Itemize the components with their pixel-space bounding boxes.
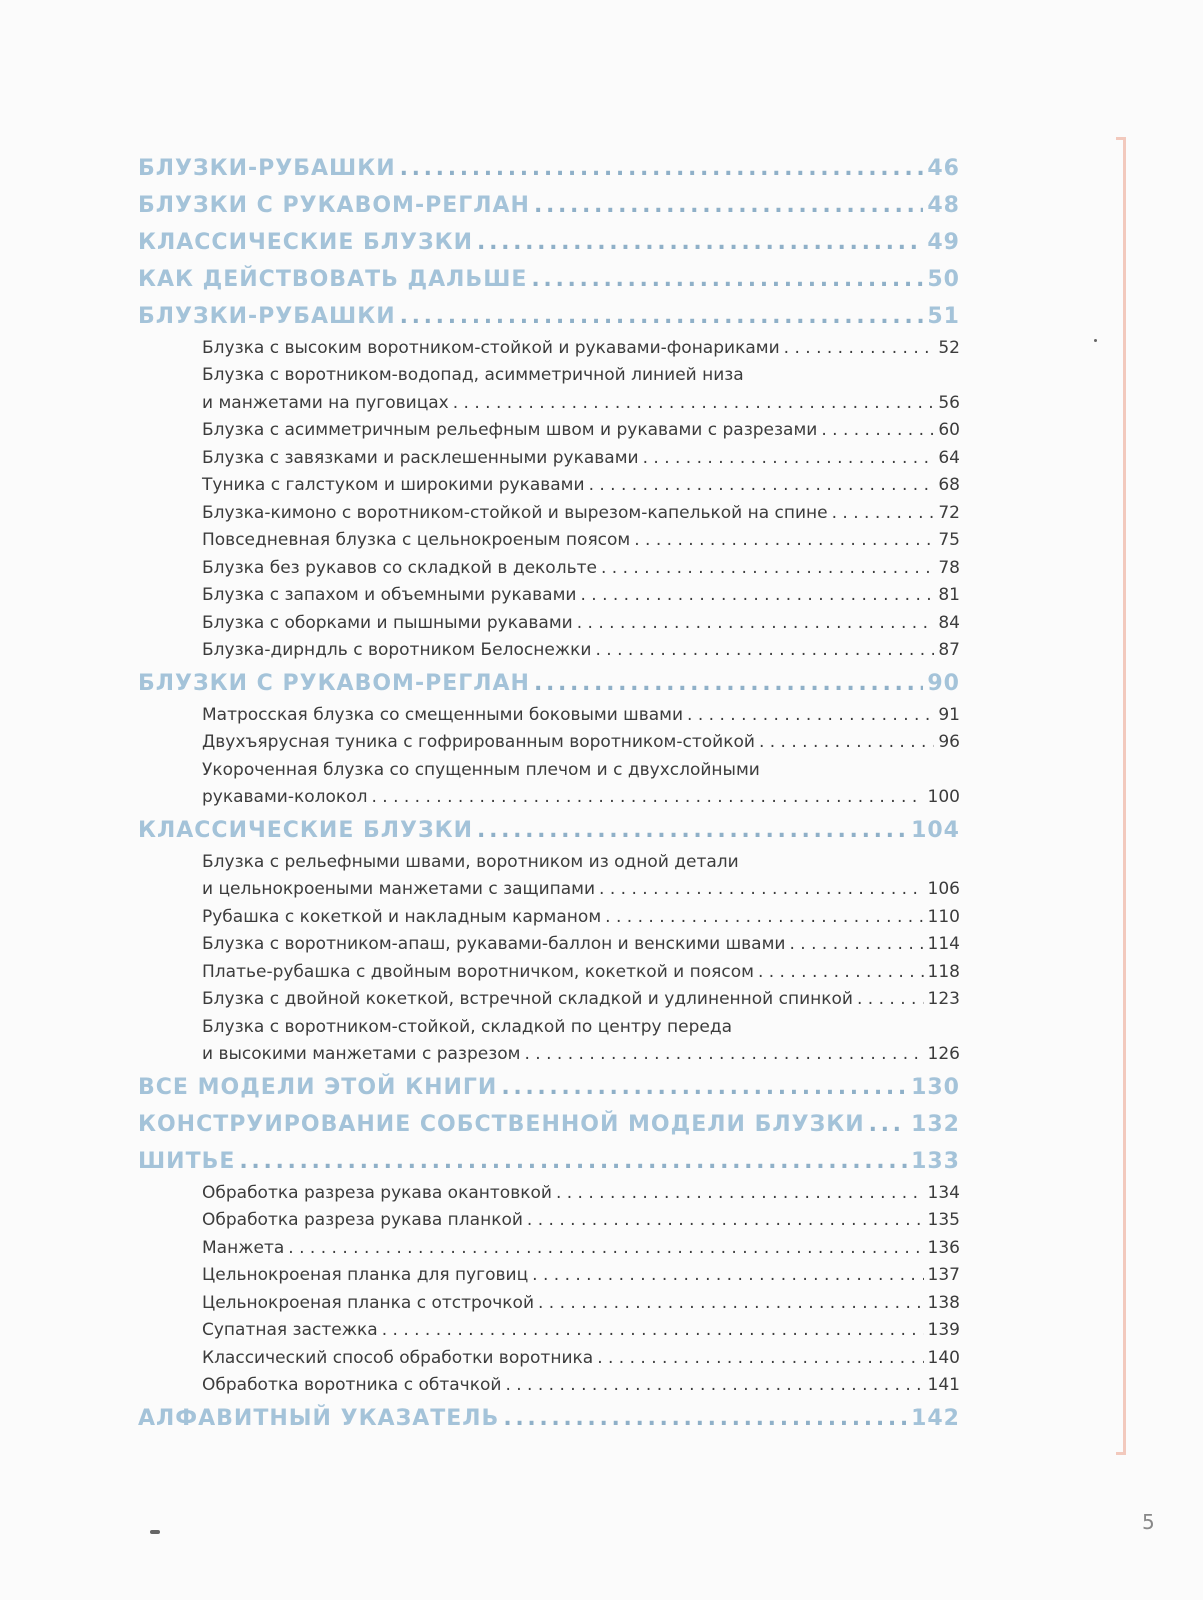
- toc-entry-label: Блузка-кимоно с воротником-стойкой и вырезом-капелькой на спине: [202, 502, 828, 523]
- toc-page-number: 136: [927, 1237, 960, 1258]
- toc-entry: [138, 1176, 960, 1204]
- dot-leader: [759, 731, 934, 753]
- dot-leader: [857, 988, 924, 1010]
- toc-entry-label: Рубашка с кокеткой и накладным карманом: [202, 906, 602, 927]
- toc-entry: [138, 845, 960, 873]
- dot-leader: [524, 1043, 923, 1065]
- dot-leader: [556, 1182, 924, 1204]
- toc-page-number: 134: [927, 1182, 960, 1203]
- toc-page-number: 138: [927, 1292, 960, 1313]
- toc-page-number: 126: [927, 1044, 960, 1064]
- toc-page-number: 104: [911, 818, 960, 843]
- toc-entry-label: Манжета: [202, 1237, 285, 1258]
- toc-page-number: 81: [938, 585, 960, 605]
- toc-entry-label: БЛУЗКИ С РУКАВОМ-РЕГЛАН: [138, 671, 530, 696]
- dot-leader: [382, 1319, 924, 1341]
- toc-page-number: 78: [938, 557, 960, 578]
- toc-entry-label: Блузка с воротником-стойкой, складкой по центру переда: [202, 1016, 732, 1037]
- toc-entry-label: Повседневная блузка с цельнокроеным поясом: [202, 530, 631, 550]
- toc-page-number: 75: [938, 530, 960, 550]
- toc-section-heading: [138, 146, 960, 183]
- toc-page-number: 87: [938, 640, 960, 660]
- dot-leader: [400, 303, 924, 331]
- dot-leader: [687, 704, 934, 726]
- toc-page-number: 123: [927, 989, 960, 1009]
- toc-entry-label: АЛФАВИТНЫЙ УКАЗАТЕЛЬ: [138, 1406, 500, 1431]
- toc-page-number: 118: [927, 961, 960, 982]
- toc-entry: [138, 524, 960, 552]
- dot-leader: [538, 1292, 924, 1314]
- toc-page-number: 132: [911, 1112, 960, 1137]
- toc-entry: [138, 1341, 960, 1369]
- toc-section-heading: [138, 1396, 960, 1433]
- toc-entry-label: Блузка с асимметричным рельефным швом и рукавами с разрезами: [202, 420, 818, 440]
- dot-leader: [580, 584, 934, 606]
- toc-entry-label: Обработка воротника с обтачкой: [202, 1375, 502, 1395]
- toc-page-number: 133: [911, 1149, 960, 1174]
- dot-leader: [534, 192, 923, 220]
- toc-section-heading: [138, 661, 960, 698]
- toc-entry-label: и манжетами на пуговицах: [202, 392, 449, 413]
- toc-entry: [138, 551, 960, 579]
- toc-page-number: 72: [938, 502, 960, 523]
- dot-leader: [784, 337, 935, 359]
- dot-leader: [503, 1405, 907, 1433]
- toc-page-number: 135: [927, 1210, 960, 1230]
- toc-entry-label: Блузка с воротником-водопад, асимметричной линией низа: [202, 365, 744, 385]
- toc-entry: [138, 469, 960, 497]
- toc-page-number: 52: [938, 337, 960, 358]
- dot-leader: [534, 670, 923, 698]
- toc-page-number: 140: [927, 1347, 960, 1368]
- toc-entry: [138, 1010, 960, 1038]
- toc-entry: [138, 900, 960, 928]
- dot-leader: [577, 612, 935, 634]
- toc-entry: [138, 331, 960, 359]
- toc-entry: [138, 1314, 960, 1342]
- toc-section-heading: [138, 808, 960, 845]
- dot-leader: [453, 392, 935, 414]
- toc-entry-label: Обработка разреза рукава планкой: [202, 1210, 523, 1230]
- dot-leader: [599, 878, 924, 900]
- toc-entry-label: и высокими манжетами с разрезом: [202, 1044, 521, 1064]
- toc-section-heading: [138, 257, 960, 294]
- toc-entry: [138, 955, 960, 983]
- toc-page-number: 51: [927, 304, 960, 329]
- toc-entry: [138, 441, 960, 469]
- dot-leader: [601, 557, 934, 579]
- toc-entry-label: ВСЕ МОДЕЛИ ЭТОЙ КНИГИ: [138, 1075, 498, 1100]
- toc-entry-label: Двухъярусная туника с гофрированным воротником-стойкой: [202, 732, 755, 752]
- dot-leader: [288, 1237, 923, 1259]
- dot-leader: [477, 229, 923, 257]
- decorative-bracket: [1116, 137, 1126, 1455]
- toc-entry-label: Блузка с рельефными швами, воротником из одной детали: [202, 851, 739, 872]
- toc-entry-label: Блузка-дирндль с воротником Белоснежки: [202, 640, 592, 660]
- toc-entry-label: Блузка с завязками и расклешенными рукавами: [202, 447, 639, 468]
- toc-entry: [138, 606, 960, 634]
- toc-page-number: 100: [927, 787, 960, 807]
- toc-page-number: 96: [938, 732, 960, 752]
- dot-leader: [869, 1111, 907, 1139]
- toc-entry: [138, 414, 960, 442]
- toc-page-number: 64: [938, 447, 960, 468]
- dot-leader: [595, 639, 934, 661]
- toc-entry-label: КЛАССИЧЕСКИЕ БЛУЗКИ: [138, 230, 474, 255]
- print-speck: [1094, 339, 1097, 342]
- toc-entry-label: Блузка с воротником-апаш, рукавами-баллон и венскими швами: [202, 934, 786, 954]
- toc-entry: [138, 359, 960, 387]
- toc-page-number: 84: [938, 612, 960, 633]
- toc-section-heading: [138, 183, 960, 220]
- toc-entry-label: ШИТЬЕ: [138, 1149, 236, 1174]
- dot-leader: [505, 1374, 923, 1396]
- toc-entry: [138, 698, 960, 726]
- toc-page-number: 114: [927, 934, 960, 954]
- toc-section-heading: [138, 1139, 960, 1176]
- dot-leader: [605, 906, 923, 928]
- toc-entry: [138, 1259, 960, 1287]
- dot-leader: [532, 1264, 923, 1286]
- dot-leader: [477, 817, 907, 845]
- toc-entry-label: Туника с галстуком и широкими рукавами: [202, 475, 585, 495]
- print-speck: [150, 1530, 160, 1534]
- toc-page-number: 110: [927, 906, 960, 927]
- toc-entry: [138, 1286, 960, 1314]
- toc-entry-label: Блузка с оборками и пышными рукавами: [202, 612, 573, 633]
- toc-entry-label: Блузка с двойной кокеткой, встречной складкой и удлиненной спинкой: [202, 989, 853, 1009]
- toc-entry-label: Цельнокроеная планка с отстрочкой: [202, 1292, 534, 1313]
- toc-page-number: 50: [927, 267, 960, 292]
- page-number: 5: [1142, 1510, 1155, 1534]
- toc-entry-label: рукавами-колокол: [202, 787, 368, 807]
- toc-entry: [138, 781, 960, 809]
- toc-entry: [138, 726, 960, 754]
- dot-leader: [589, 474, 935, 496]
- dot-leader: [531, 266, 923, 294]
- toc-entry: [138, 873, 960, 901]
- toc-entry-label: Цельнокроеная планка для пуговиц: [202, 1265, 529, 1285]
- toc-entry-label: Укороченная блузка со спущенным плечом и с двухслойными: [202, 759, 760, 780]
- dot-leader: [643, 447, 935, 469]
- toc-entry: [138, 1038, 960, 1066]
- toc-entry-label: Обработка разреза рукава окантовкой: [202, 1182, 552, 1203]
- toc-page-number: 48: [927, 193, 960, 218]
- toc-page-number: 137: [927, 1265, 960, 1285]
- toc-entry-label: БЛУЗКИ С РУКАВОМ-РЕГЛАН: [138, 193, 530, 218]
- dot-leader: [501, 1074, 907, 1102]
- toc-entry: [138, 496, 960, 524]
- dot-leader: [597, 1347, 923, 1369]
- dot-leader: [400, 155, 924, 183]
- toc-entry-label: Блузка без рукавов со складкой в декольте: [202, 557, 597, 578]
- dot-leader: [789, 933, 923, 955]
- toc-entry: [138, 1204, 960, 1232]
- toc-entry-label: Блузка с высоким воротником-стойкой и рукавами-фонариками: [202, 337, 780, 358]
- dot-leader: [634, 529, 934, 551]
- toc-entry-label: БЛУЗКИ-РУБАШКИ: [138, 156, 396, 181]
- dot-leader: [821, 419, 934, 441]
- toc-entry: [138, 634, 960, 662]
- toc-page-number: 60: [938, 420, 960, 440]
- dot-leader: [527, 1209, 924, 1231]
- toc-section-heading: [138, 1065, 960, 1102]
- toc-page-number: 106: [927, 879, 960, 899]
- toc-section-heading: [138, 1102, 960, 1139]
- toc-page-number: 130: [911, 1075, 960, 1100]
- toc-section-heading: [138, 294, 960, 331]
- dot-leader: [758, 961, 924, 983]
- toc-page-number: 91: [938, 704, 960, 725]
- toc-page-number: 142: [911, 1406, 960, 1431]
- toc-page-number: 68: [938, 475, 960, 495]
- toc-page-number: 141: [927, 1375, 960, 1395]
- toc-page-number: 49: [927, 230, 960, 255]
- toc-entry-label: БЛУЗКИ-РУБАШКИ: [138, 304, 396, 329]
- toc-entry: [138, 579, 960, 607]
- toc-page-number: 139: [927, 1320, 960, 1340]
- toc-entry-label: Матросская блузка со смещенными боковыми швами: [202, 704, 684, 725]
- toc-page-number: 56: [938, 392, 960, 413]
- toc-entry: [138, 1369, 960, 1397]
- toc-entry: [138, 928, 960, 956]
- table-of-contents: [138, 146, 960, 1433]
- toc-entry: [138, 753, 960, 781]
- toc-page-number: 46: [927, 156, 960, 181]
- dot-leader: [832, 502, 935, 524]
- toc-entry: [138, 983, 960, 1011]
- toc-page-number: 90: [927, 671, 960, 696]
- toc-entry-label: Супатная застежка: [202, 1320, 378, 1340]
- toc-entry-label: КАК ДЕЙСТВОВАТЬ ДАЛЬШЕ: [138, 267, 528, 292]
- toc-entry-label: Классический способ обработки воротника: [202, 1347, 594, 1368]
- toc-entry-label: КЛАССИЧЕСКИЕ БЛУЗКИ: [138, 818, 474, 843]
- dot-leader: [239, 1148, 907, 1176]
- toc-entry-label: Блузка с запахом и объемными рукавами: [202, 585, 577, 605]
- toc-section-heading: [138, 220, 960, 257]
- dot-leader: [371, 786, 923, 808]
- toc-entry-label: КОНСТРУИРОВАНИЕ СОБСТВЕННОЙ МОДЕЛИ БЛУЗКИ: [138, 1112, 865, 1137]
- toc-entry-label: Платье-рубашка с двойным воротничком, кокеткой и поясом: [202, 961, 754, 982]
- toc-entry-label: и цельнокроеными манжетами с защипами: [202, 879, 596, 899]
- toc-entry: [138, 1231, 960, 1259]
- toc-entry: [138, 386, 960, 414]
